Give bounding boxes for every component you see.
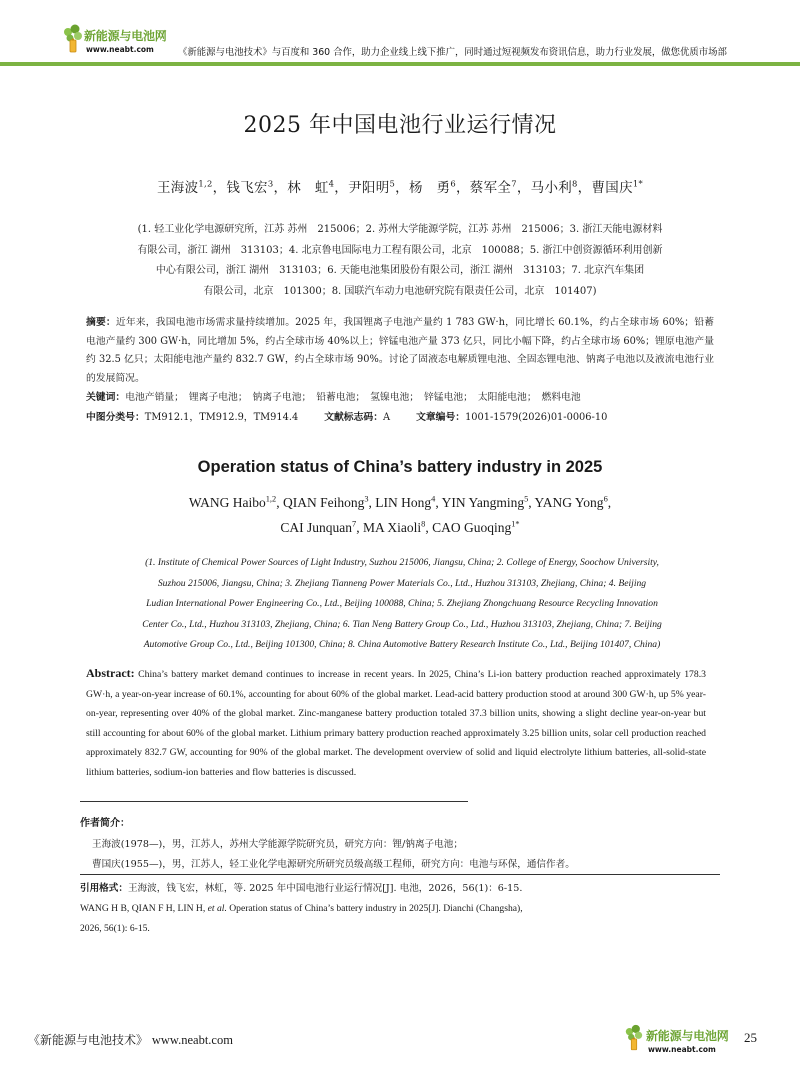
- bio-line: 王海波(1978—)，男，江苏人，苏州大学能源学院研究员，研究方向：锂/钠离子电池；: [92, 839, 463, 850]
- author-name: YANG Yong: [534, 495, 604, 510]
- author-name: MA Xiaoli: [362, 520, 422, 535]
- battery-leaf-logo-icon: [62, 24, 84, 54]
- affiliation-line: 有限公司，北京 101300；8. 国联汽车动力电池研究院有限责任公司，北京 101407): [203, 285, 597, 297]
- battery-leaf-logo-icon: [624, 1024, 644, 1052]
- bio-line: 曹国庆(1955—)，男，江苏人，轻工业化学电源研究所研究员级高级工程师，研究方向：电池与环保，通信作者。: [92, 859, 575, 870]
- affiliation-en-line: Center Co., Ltd., Huzhou 313103, Zhejiang, China; 6. Tian Neng Battery Group Co., Ltd., Huzhou 313103, Zhejiang, China; 7. Beijing: [142, 618, 662, 630]
- article-no-value: 1001-1579(2026)01-0006-10: [465, 412, 608, 423]
- author-name: 王海波: [157, 180, 199, 196]
- citation-en-line2: 2026, 56(1): 6-15.: [80, 923, 150, 934]
- author-name: 曹国庆: [591, 180, 633, 196]
- citation-label: 引用格式：: [80, 883, 128, 894]
- article-no-label: 文章编号：: [416, 412, 466, 423]
- citation-block: [80, 879, 720, 939]
- affiliation-line: 有限公司，浙江 湖州 313103；4. 北京鲁电国际电力工程有限公司，北京 100088；5. 浙江中创资源循环利用创新: [137, 244, 663, 256]
- author-name: QIAN Feihong: [282, 495, 365, 510]
- author-affiliation-mark: 1*: [632, 178, 643, 189]
- author-affiliation-mark: 1,2: [265, 494, 277, 504]
- author-name: LIN Hong: [375, 495, 432, 510]
- affiliation-line: 中心有限公司，浙江 湖州 313103；6. 天能电池集团股份有限公司，浙江 湖州 313103；7. 北京汽车集团: [155, 265, 645, 276]
- logo-url: www.neabt.com: [86, 45, 154, 54]
- clc-value: TM912.1，TM912.9，TM914.4: [144, 412, 299, 423]
- affiliations-cn: [80, 220, 720, 302]
- author-affiliation-mark: 7: [352, 519, 357, 529]
- author-affiliation-mark: 5: [389, 178, 396, 189]
- abstract-cn-text: 近年来，我国电池市场需求量持续增加。2025 年，我国锂离子电池产量约 1 783 GW·h，同比增长 60.1%，约占全球市场 60%；铅蓄电池产量约 300 GW·h，同比增加 5%，约占全球市场 40%以上；锌锰电池产量 373 亿只，同比小幅下降，约占全球市场 60%；锂原电池产量约 32.5 亿只；太阳能电池产量约 832.7 GW，约占全球市场 90%。讨论了固液态电解质锂电池、全固态锂电池、钠离子电池以及液流电池行业的发展简况。: [86, 317, 714, 384]
- author-name: 杨 勇: [408, 180, 451, 196]
- authors-en: [0, 490, 800, 540]
- footer-url[interactable]: www.neabt.com: [151, 1033, 233, 1047]
- affiliation-en-line: Suzhou 215006, Jiangsu, China; 3. Zhejiang Tianneng Power Materials Co., Ltd., Huzhou 313103, Zhejiang, China; 4. Beijing: [157, 577, 647, 589]
- abstract-cn-label: 摘要：: [86, 317, 116, 328]
- author-name: 钱飞宏: [226, 180, 268, 196]
- abstract-en-label: Abstract:: [86, 666, 135, 680]
- abstract-en: [86, 664, 706, 782]
- keywords-label: 关键词：: [86, 392, 126, 403]
- author-affiliation-mark: 8: [421, 519, 426, 529]
- footer-journal: [28, 1031, 233, 1048]
- author-affiliation-mark: 4: [328, 178, 335, 189]
- author-name: YIN Yangming: [441, 495, 525, 510]
- abstract-en-text: China’s battery market demand continues to increase in recent years. In 2025, China’s Li-ion battery production reached approximately 178.3 GW·h, a year-on-year increase of 60.1%, accounting for about 60% of the global market. Lead-acid battery production stood at around 300 GW·h, up 5% year-on-year, representing over 40% of the global market. Zinc-manganese battery production totaled 37.3 billion units, showing a slight decline year-on-year but still accounting for about 60% of the global market. Lithium primary battery production reached approximately 3.25 billion units, solar cell production reached approximately 832.7 GW, accounting for 90% of the global market. The development overview of solid and liquid electrolyte lithium batteries, all-solid-state lithium batteries, sodium-ion batteries and flow batteries is discussed.: [86, 669, 707, 778]
- affiliation-en-line: Automotive Group Co., Ltd., Beijing 101300, China; 8. China Automotive Battery Research Institute Co., Ltd., Beijing 101407, China): [143, 639, 661, 650]
- classification-line: [86, 409, 607, 423]
- affiliation-en-line: Ludian International Power Engineering Co., Ltd., Beijing 100088, China; 5. Zhejiang Zhongchuang Resource Recycling Innovation: [146, 598, 658, 609]
- citation-en-authors: WANG H B, QIAN F H, LIN H,: [80, 903, 208, 914]
- author-affiliation-mark: 3: [364, 494, 369, 504]
- author-affiliation-mark: 7: [511, 178, 517, 189]
- keywords-cn: [86, 389, 714, 408]
- bio-title: 作者简介：: [80, 818, 130, 829]
- author-affiliation-mark: 8: [572, 178, 578, 189]
- footer-logo-url: www.neabt.com: [648, 1045, 716, 1054]
- doc-code-value: A: [383, 412, 391, 423]
- author-name: 尹阳明: [348, 180, 390, 196]
- footer-logo-text: 新能源与电池网: [646, 1029, 729, 1043]
- keywords-text: 电池产销量； 锂离子电池； 钠离子电池； 铅蓄电池； 氢镍电池； 锌锰电池； 太阳能电池； 燃料电池: [125, 392, 581, 403]
- site-logo[interactable]: [62, 24, 166, 64]
- abstract-cn: [86, 314, 714, 388]
- author-name: 蔡军全: [469, 180, 512, 196]
- paper-title-cn: 2025 年中国电池行业运行情况: [243, 113, 557, 138]
- affiliation-en-line: (1. Institute of Chemical Power Sources of Light Industry, Suzhou 215006, Jiangsu, China; 2. College of Energy, Soochow University,: [145, 557, 659, 568]
- footer-logo[interactable]: [624, 1024, 729, 1060]
- logo-text: 新能源与电池网: [84, 29, 167, 43]
- author-affiliation-mark: 4: [431, 494, 436, 504]
- affiliations-en: [84, 553, 720, 656]
- header-slogan: 《新能源与电池技术》与百度和 360 合作，助力企业线上线下推广，同时通过短视频发布资讯信息，助力行业发展，做您优质市场部: [178, 47, 727, 58]
- author-name: CAI Junquan: [280, 520, 353, 535]
- author-name: WANG Haibo: [188, 495, 266, 510]
- author-affiliation-mark: 5: [524, 494, 529, 504]
- citation-en-etal: et al.: [207, 903, 227, 914]
- footer-journal-name: 《新能源与电池技术》: [28, 1033, 149, 1047]
- authors-cn: 王海波$^{1,2}$，钱飞宏$^3$，林 虹$^4$，尹阳明$^5$，杨 勇$^6$，蔡军全$^7$，马小利$^8$，曹国庆$^{1*}$: [157, 178, 643, 196]
- author-name: CAO Guoqing: [432, 520, 512, 535]
- clc-label: 中图分类号：: [86, 412, 145, 423]
- header-divider: [0, 62, 800, 66]
- citation-cn: [80, 879, 720, 899]
- author-affiliation-mark: 6: [450, 178, 456, 189]
- author-affiliation-mark: 3: [267, 178, 274, 189]
- abstract-rule: [80, 801, 468, 802]
- paper-title-en: Operation status of China’s battery industry in 2025: [197, 458, 603, 476]
- affiliation-line: (1. 轻工业化学电源研究所，江苏 苏州 215006；2. 苏州大学能源学院，江苏 苏州 215006；3. 浙江天能电源材料: [137, 224, 663, 235]
- page-number: 25: [744, 1030, 757, 1045]
- author-name: 马小利: [530, 180, 573, 196]
- authors-en-line: WANG Haibo$^{1,2}$, QIAN Feihong$^3$, LIN Hong$^4$, YIN Yangming$^5$, YANG Yong$^6$,: [188, 494, 612, 510]
- citation-en-rest: Operation status of China’s battery industry in 2025[J]. Dianchi (Changsha),: [226, 903, 523, 914]
- citation-cn-text: 王海波，钱飞宏，林虹，等. 2025 年中国电池行业运行情况[J]. 电池，2026，56(1)：6-15.: [127, 883, 523, 894]
- citation-rule: [80, 874, 720, 875]
- citation-en: [80, 899, 720, 919]
- author-affiliation-mark: 6: [603, 494, 608, 504]
- doc-code-label: 文献标志码：: [324, 412, 383, 423]
- authors-en-line: CAI Junquan$^7$, MA Xiaoli$^8$, CAO Guoqing$^{1*}$: [280, 519, 520, 535]
- author-affiliation-mark: 1,2: [198, 178, 213, 189]
- author-affiliation-mark: 1*: [511, 519, 520, 529]
- author-name: 林 虹: [287, 180, 329, 196]
- page-header: [0, 0, 800, 66]
